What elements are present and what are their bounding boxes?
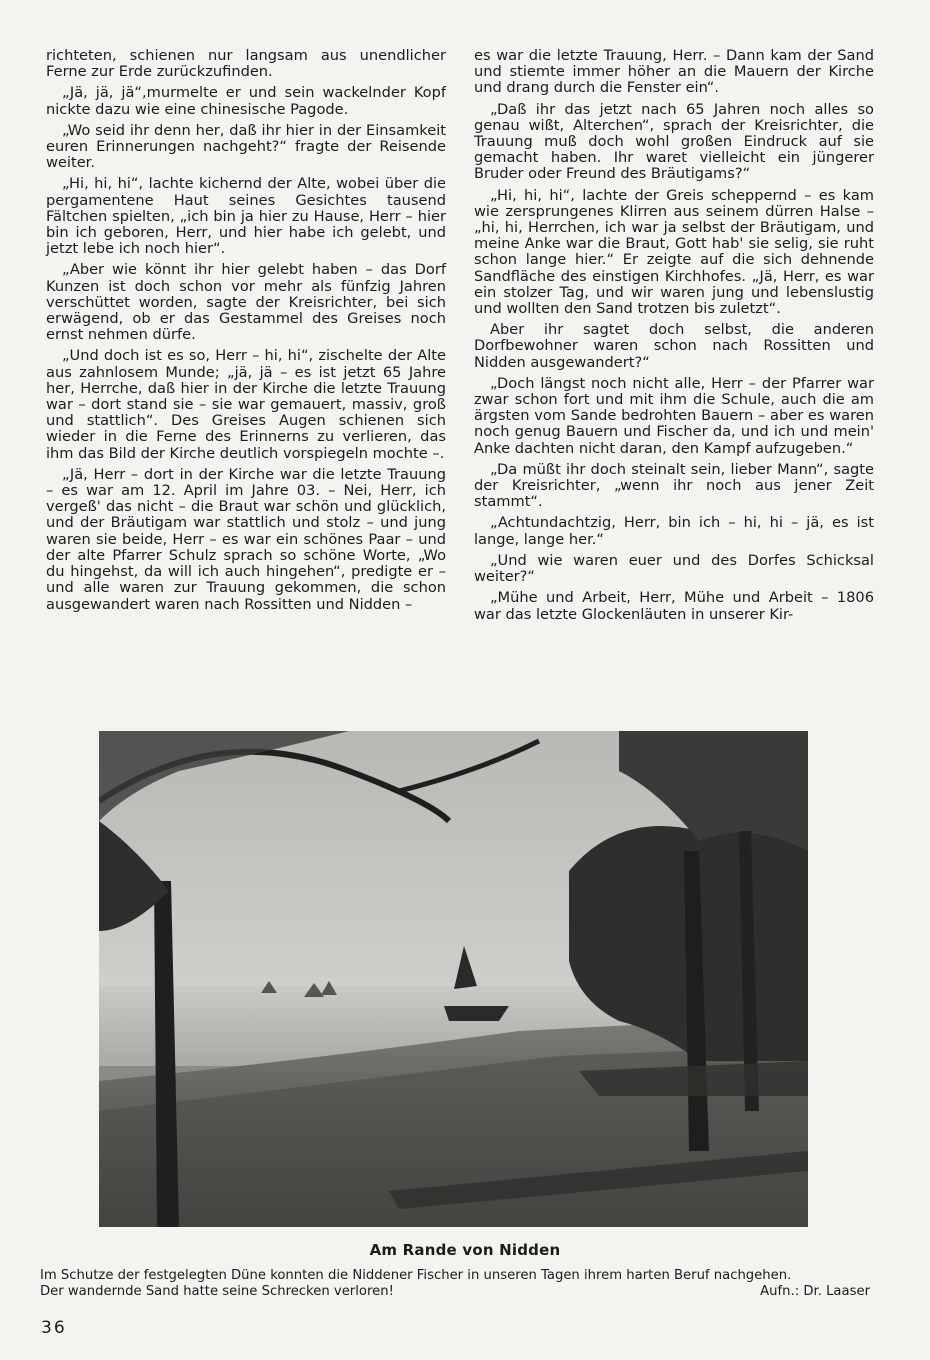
- paragraph: „Und doch ist es so, Herr – hi, hi“, zischelte der Alte aus zahnlosem Munde; „jä, jä – es ist jetzt 65 Jahre her, Herrche, daß hier in der Kirche die letzte Trauung war – dort stand sie – sie war gemauert, massiv, groß und stattlich“. Des Greises Augen schienen sich wieder in die Ferne des Erinnerns zu verlieren, das ihm das Bild der Kirche deutlich vorspiegeln mochte –.: [46, 347, 446, 462]
- photo-credit: Aufn.: Dr. Laaser: [760, 1284, 870, 1299]
- paragraph: „Daß ihr das jetzt nach 65 Jahren noch alles so genau wißt, Alterchen“, sprach der Kreisrichter, die Trauung muß doch wohl großen Eindruck auf sie gemacht haben. Ihr waret vielleicht ein jüngerer Bruder oder Freund des Bräutigams?“: [474, 100, 874, 183]
- shore-photograph: [99, 731, 808, 1227]
- paragraph: „Achtundachtzig, Herr, bin ich – hi, hi – jä, es ist lange, lange her.“: [474, 514, 874, 548]
- paragraph: es war die letzte Trauung, Herr. – Dann kam der Sand und stiemte immer höher an die Mauern der Kirche und drang durch die Fenster ein“.: [474, 47, 874, 97]
- figure-title: Am Rande von Nidden: [369, 1241, 561, 1259]
- article-left-column: [46, 48, 446, 618]
- paragraph: „Und wie waren euer und des Dorfes Schicksal weiter?“: [474, 551, 874, 586]
- paragraph: „Da müßt ihr doch steinalt sein, lieber Mann“, sagte der Kreisrichter, „wenn ihr noch aus jener Zeit stammt“.: [474, 460, 874, 511]
- paragraph: Aber ihr sagtet doch selbst, die anderen Dorfbewohner waren schon nach Rossitten und Nidden ausgewandert?“: [474, 321, 874, 371]
- paragraph: richteten, schienen nur langsam aus unendlicher Ferne zur Erde zurückzufinden.: [46, 47, 446, 81]
- figure-caption: Im Schutze der festgelegten Düne konnten die Niddener Fischer in unseren Tagen ihrem harten Beruf nachgehen.: [40, 1268, 792, 1283]
- paragraph: „Hi, hi, hi“, lachte der Greis scheppernd – es kam wie zersprungenes Klirren aus seinem dürren Halse – „hi, hi, Herrchen, ich war ja selbst der Bräutigam, und meine Anke war die Braut, Gott hab' sie selig, sie ruht schon lange hier.“ Er zeigte auf die sich dehnende Sandfläche des einstigen Kirchhofes. „Jä, Herr, es war ein stolzer Tag, und wir waren jung und lebenslustig und wollten den Sand trotzen bis zuletzt“.: [474, 186, 874, 318]
- paragraph: „Doch längst noch nicht alle, Herr – der Pfarrer war zwar schon fort und mit ihm die Schule, auch die am ärgsten vom Sande bedrohten Bauern – aber es waren noch genug Bauern und Fischer da, und ich und mein' Anke dachten nicht daran, den Kampf aufzugeben.“: [474, 374, 874, 457]
- paragraph: „Mühe und Arbeit, Herr, Mühe und Arbeit – 1806 war das letzte Glockenläuten in unserer Kir-: [474, 589, 874, 623]
- paragraph: „Hi, hi, hi“, lachte kichernd der Alte, wobei über die pergamentene Haut seines Gesichtes tausend Fältchen spielten, „ich bin ja hier zu Hause, Herr – hier bin ich geboren, Herr, und hier habe ich gelebt, und jetzt lebe ich noch hier“.: [46, 175, 446, 258]
- paragraph: „Jä, Herr – dort in der Kirche war die letzte Trauung – es war am 12. April im Jahre 03. – Nei, Herr, ich vergeß' das nicht – die Braut war schön und glücklich, und der Bräutigam war stattlich und stolz – und jung waren sie beide, Herr – es war ein schönes Paar – und der alte Pfarrer Schulz sprach so schöne Worte, „Wo du hingehst, da will ich auch hingehen“, predigte er – und alle waren zur Trauung gekommen, die schon ausgewandert waren nach Rossitten und Nidden –: [46, 465, 446, 613]
- paragraph: „Aber wie könnt ihr hier gelebt haben – das Dorf Kunzen ist doch schon vor mehr als fünfzig Jahren verschüttet worden, sagte der Kreisrichter, bei sich erwägend, ob er das Gestammel des Greises noch ernst nehmen dürfe.: [46, 261, 446, 344]
- article-right-column: [474, 48, 874, 628]
- page-number: 36: [41, 1318, 67, 1338]
- paragraph: „Wo seid ihr denn her, daß ihr hier in der Einsamkeit euren Erinnerungen nachgeht?“ fragte der Reisende weiter.: [46, 121, 446, 172]
- figure-caption: Der wandernde Sand hatte seine Schrecken verloren!: [40, 1284, 394, 1299]
- paragraph: „Jä, jä, jä“,murmelte er und sein wackelnder Kopf nickte dazu wie eine chinesische Pagode.: [46, 84, 446, 118]
